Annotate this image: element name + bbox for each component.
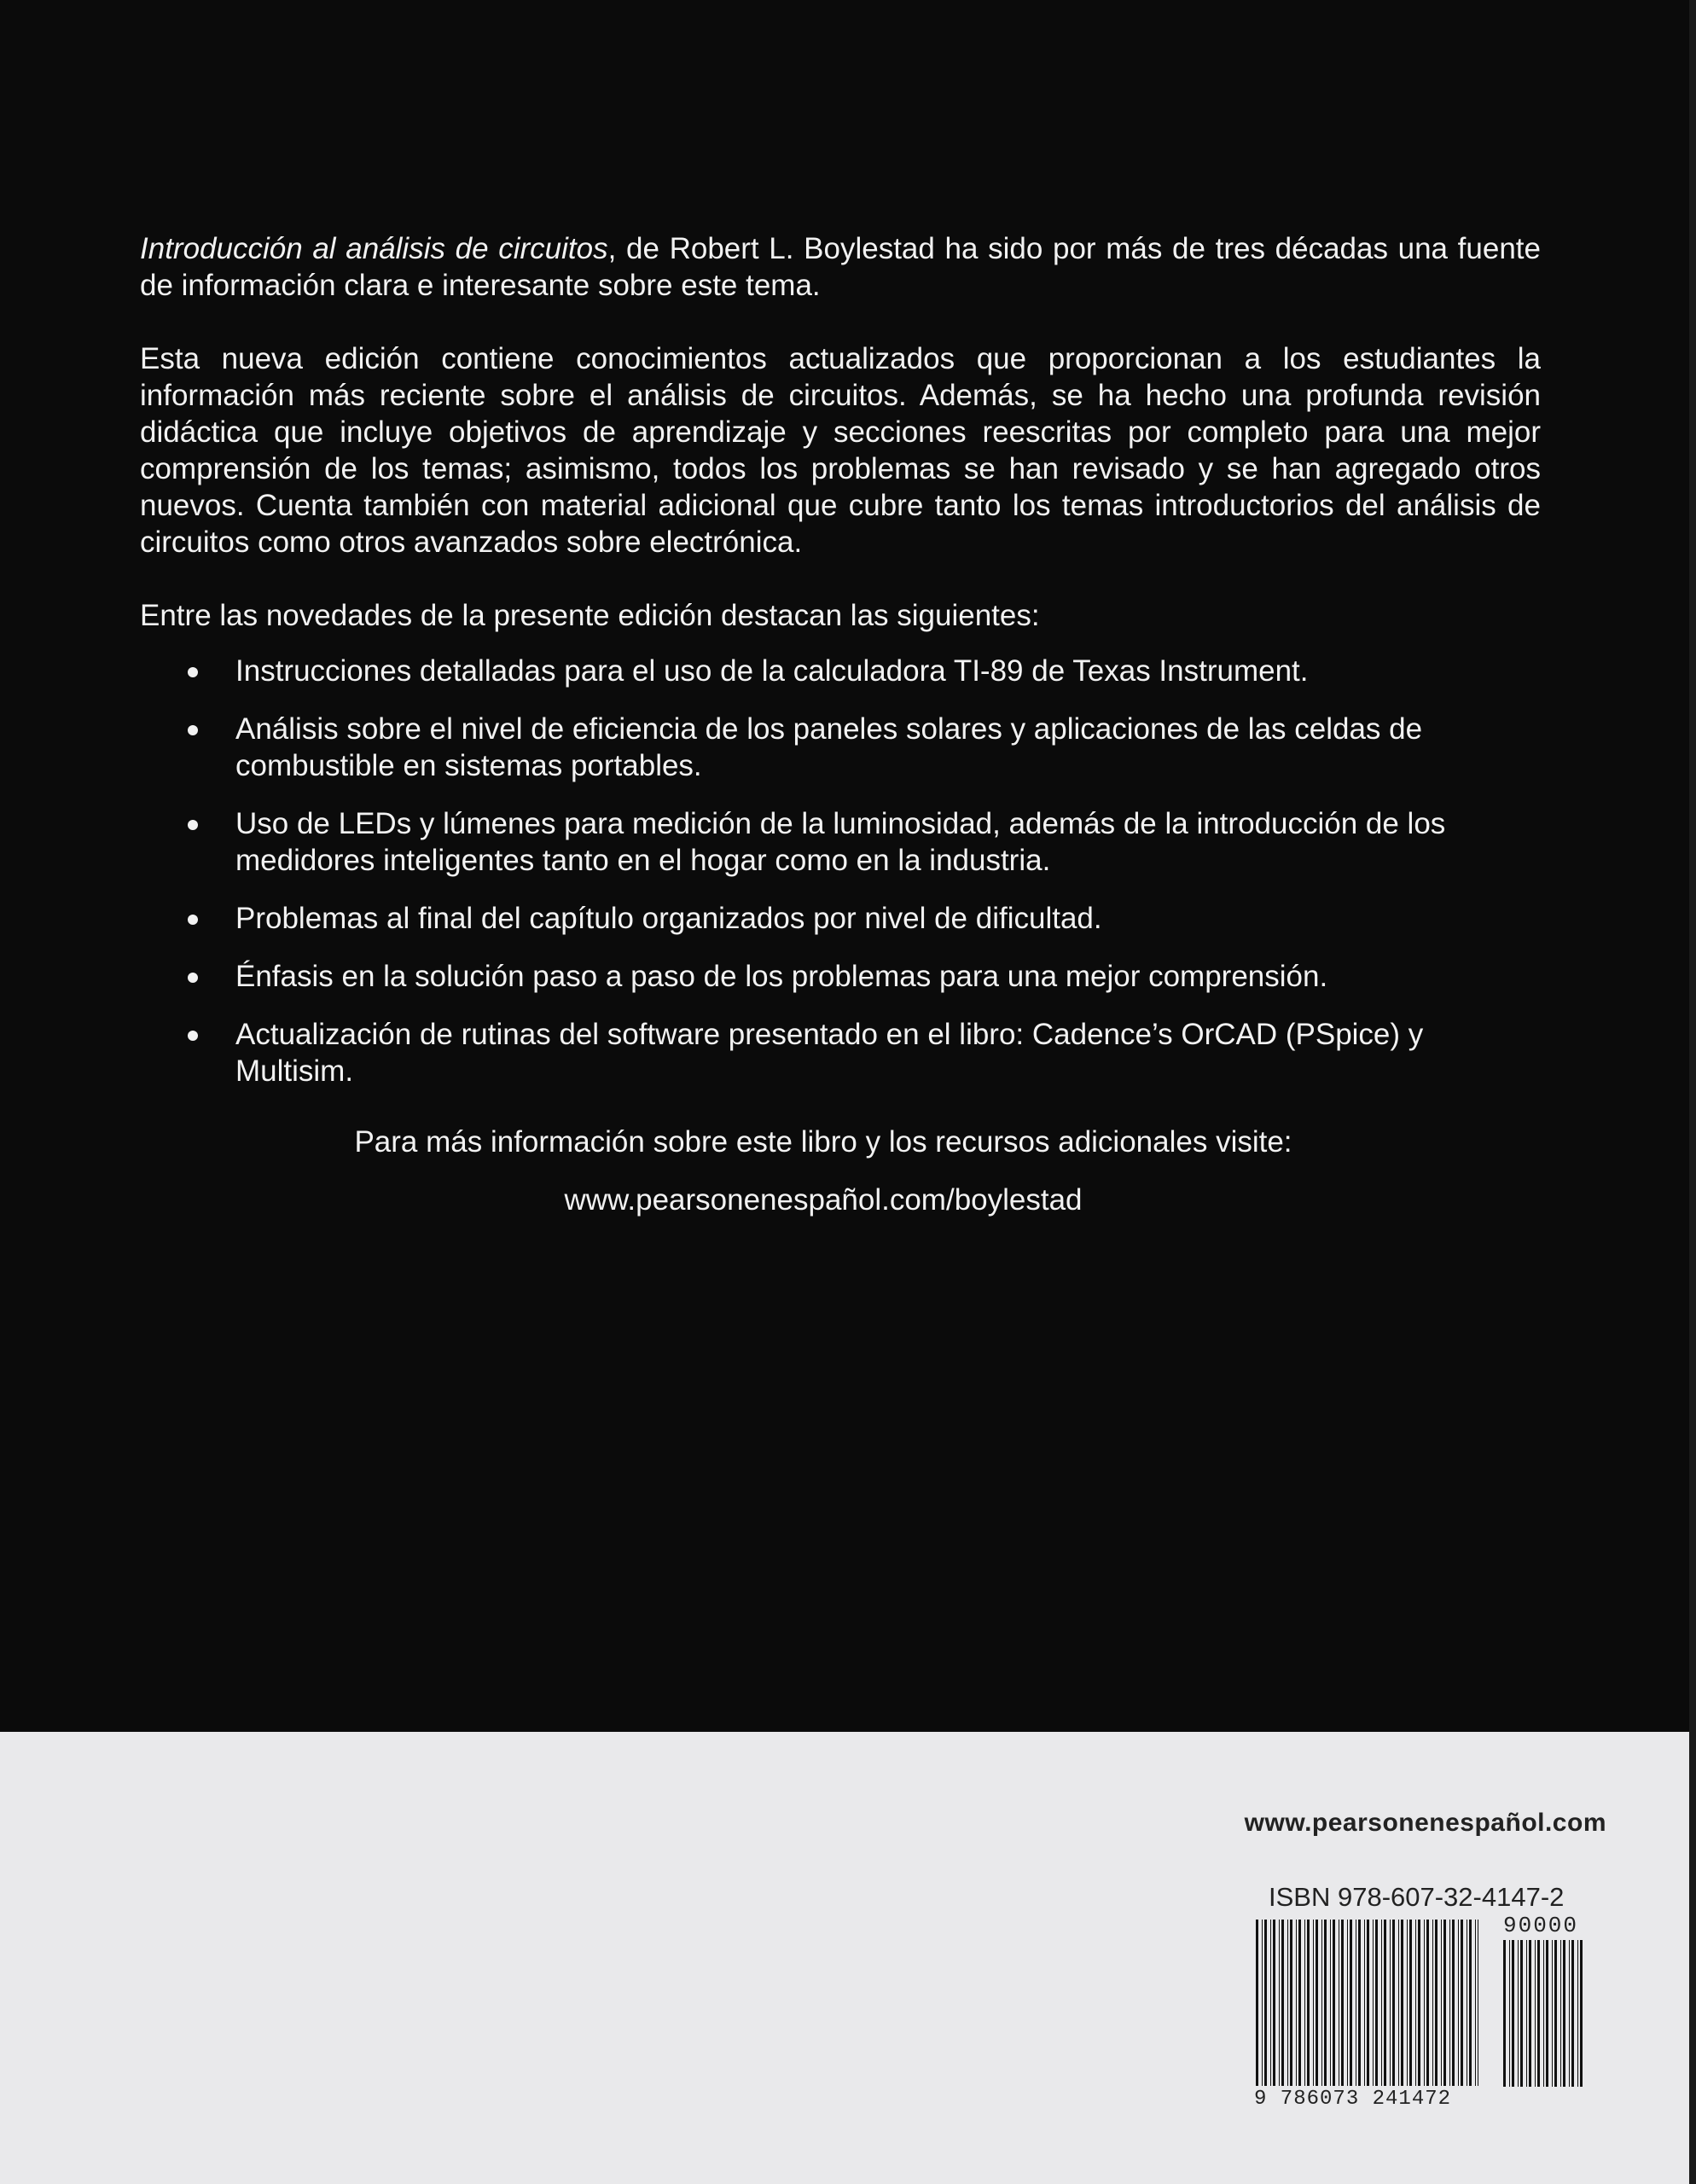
intro-paragraph <box>140 230 1541 304</box>
intro-text: , de Robert L. Boylestad ha sido por más de tres décadas una fuente de información clara e interesante sobre este tema. <box>140 232 1541 302</box>
feature-text: Análisis sobre el nivel de eficiencia de los paneles solares y aplicaciones de las celdas de combustible en sistemas portables. <box>235 712 1423 782</box>
isbn-number: ISBN 978-607-32-4147-2 <box>1269 1882 1565 1912</box>
feature-item <box>140 805 1541 879</box>
feature-item <box>140 900 1541 937</box>
feature-item <box>140 1016 1541 1089</box>
feature-text: Actualización de rutinas del software presentado en el libro: Cadence’s OrCAD (PSpice) y Multisim. <box>235 1018 1424 1088</box>
more-info-url[interactable]: www.pearsonenespañol.com/boylestad <box>564 1183 1083 1217</box>
feature-text: Énfasis en la solución paso a paso de los problemas para una mejor comprensión. <box>235 960 1328 993</box>
back-cover-text <box>140 230 1541 1240</box>
barcode-main-icon <box>1254 1920 1480 2086</box>
addon-digits: 90000 <box>1503 1913 1579 1938</box>
bullet-icon <box>188 725 198 735</box>
feature-text: Uso de LEDs y lúmenes para medición de la luminosidad, además de la introducción de los medidores inteligentes tanto en el hogar como en la industria. <box>235 807 1446 877</box>
cover-edge <box>1689 0 1696 2184</box>
feature-item <box>140 653 1541 689</box>
bullet-icon <box>188 667 198 677</box>
barcode-panel <box>0 1732 1689 2184</box>
publisher-url[interactable]: www.pearsonenespañol.com <box>1244 1809 1606 1837</box>
bullet-icon <box>188 915 198 925</box>
bullet-icon <box>188 820 198 830</box>
edition-paragraph: Esta nueva edición contiene conocimientos actualizados que proporcionan a los estudiantes la información más reciente sobre el análisis de circuitos. Además, se ha hecho una profunda revisión didáctica que incluye objetivos de aprendizaje y secciones reescritas por completo para una mejor comprensión de los temas; asimismo, todos los problemas se han revisado y se han agregado otros nuevos. Cuenta también con material adicional que cubre tanto los temas introductorios del análisis de circuitos como otros avanzados sobre electrónica. <box>140 342 1541 559</box>
feature-text: Instrucciones detalladas para el uso de la calculadora TI-89 de Texas Instrument. <box>235 654 1309 688</box>
more-info <box>140 1124 1541 1218</box>
barcode-digits: 9 786073 241472 <box>1254 2088 1452 2111</box>
more-info-line: Para más información sobre este libro y los recursos adicionales visite: <box>354 1125 1292 1159</box>
feature-text: Problemas al final del capítulo organizados por nivel de dificultad. <box>235 902 1102 935</box>
barcode <box>1254 1913 1612 2109</box>
barcode-addon-icon <box>1501 1940 1587 2087</box>
book-title: Introducción al análisis de circuitos <box>140 232 608 265</box>
features-list <box>140 653 1541 1089</box>
feature-item <box>140 711 1541 784</box>
feature-item <box>140 958 1541 995</box>
bullet-icon <box>188 973 198 983</box>
bullet-icon <box>188 1031 198 1041</box>
features-intro: Entre las novedades de la presente edición destacan las siguientes: <box>140 599 1040 632</box>
